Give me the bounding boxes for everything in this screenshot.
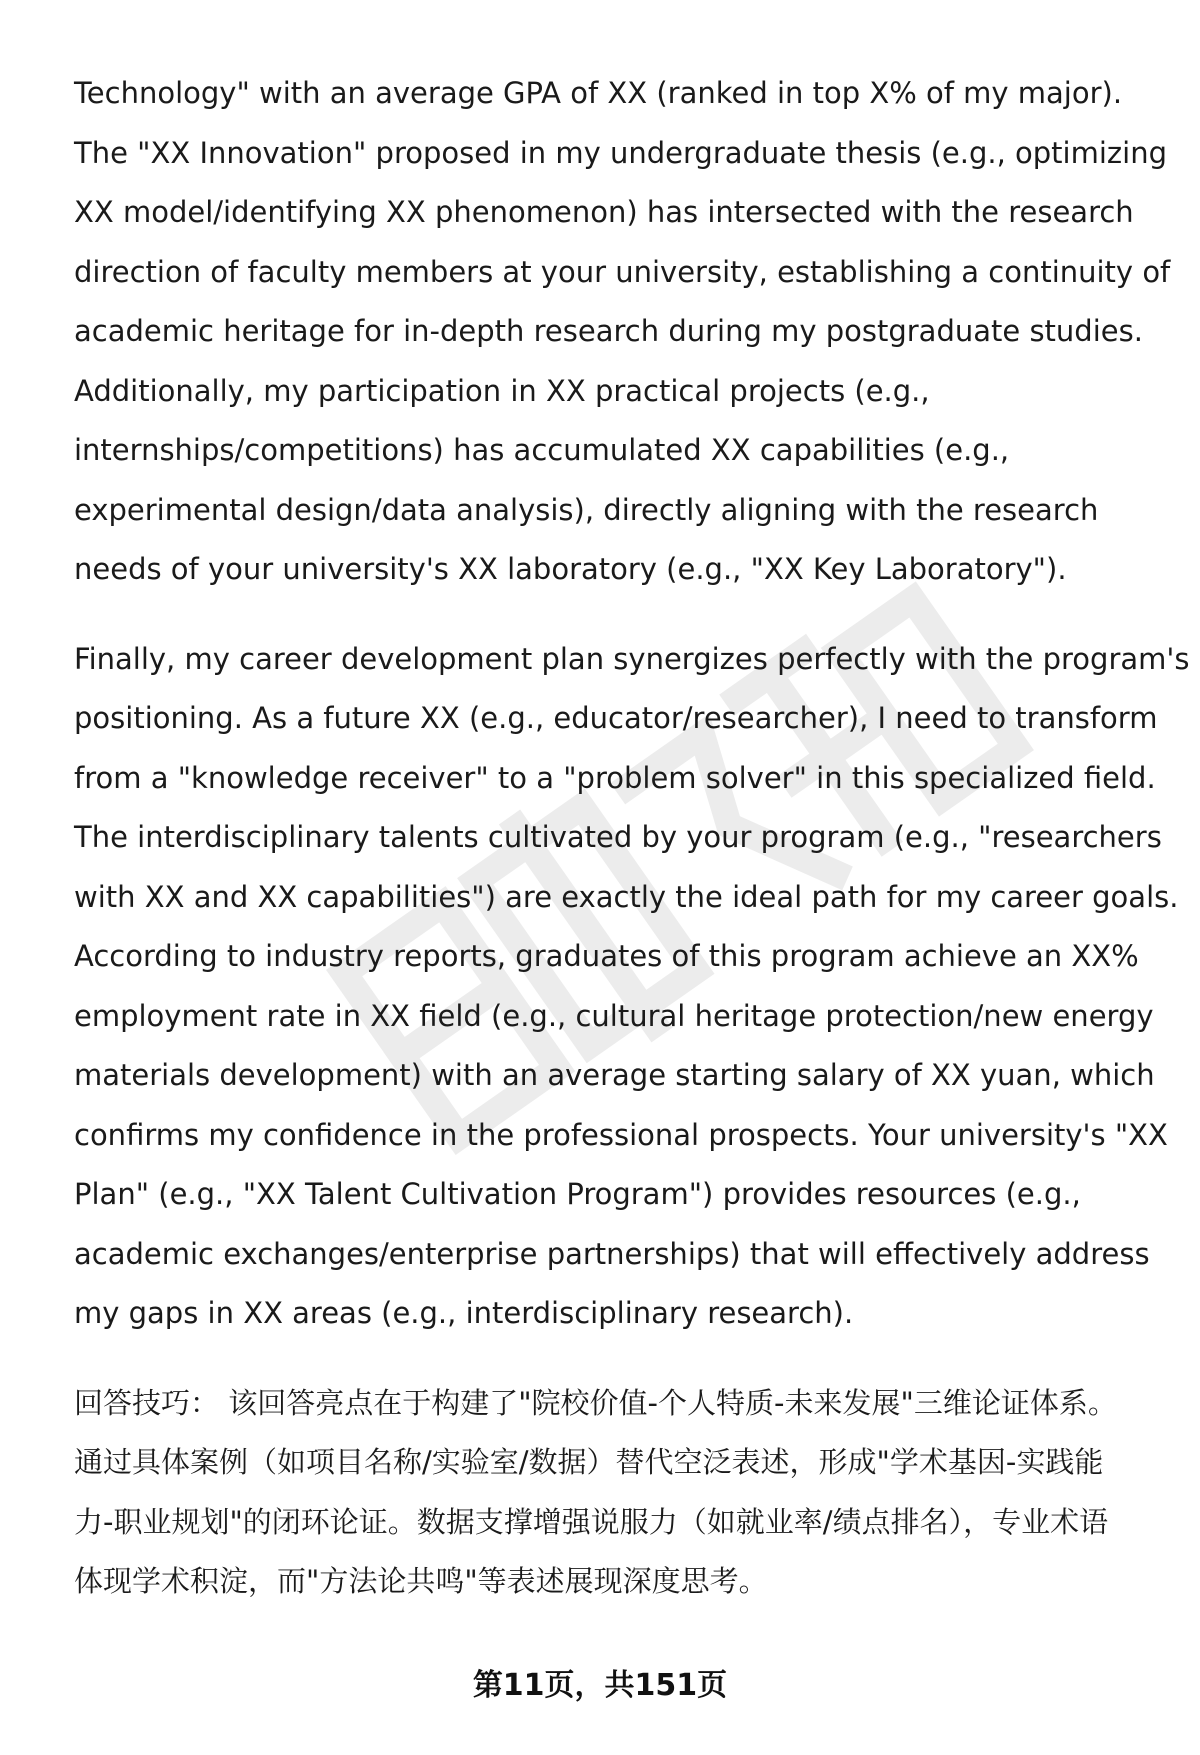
paragraph-spacer: [74, 1344, 1164, 1374]
text-line: needs of your university's XX laboratory (e.g., "XX Key Laboratory").: [74, 552, 1067, 586]
text-line: academic heritage for in-depth research during my postgraduate studies.: [74, 314, 1143, 348]
text-line: positioning. As a future XX (e.g., educator/researcher), I need to transform: [74, 701, 1158, 735]
text-line: internships/competitions) has accumulated XX capabilities (e.g.,: [74, 433, 1010, 467]
paragraph-spacer: [74, 600, 1164, 630]
text-line: my gaps in XX areas (e.g., interdisciplinary research).: [74, 1296, 854, 1330]
text-line: materials development) with an average starting salary of XX yuan, which: [74, 1058, 1155, 1092]
tip-line: 回答技巧： 该回答亮点在于构建了"院校价值-个人特质-未来发展"三维论证体系。: [74, 1385, 1117, 1420]
text-line: direction of faculty members at your university, establishing a continuity of: [74, 254, 1171, 289]
answer-tips: [74, 1374, 1164, 1612]
text-line: academic exchanges/enterprise partnerships) that will effectively address: [74, 1236, 1150, 1271]
text-line: experimental design/data analysis), directly aligning with the research: [74, 492, 1099, 527]
text-line: Finally, my career development plan synergizes perfectly with the program's: [74, 641, 1190, 676]
paragraph-academic-background: [74, 64, 1171, 600]
tip-line: 体现学术积淀，而"方法论共鸣"等表述展现深度思考。: [74, 1564, 768, 1598]
text-line: XX model/identifying XX phenomenon) has intersected with the research: [74, 195, 1134, 229]
text-line: confirms my confidence in the professional prospects. Your university's "XX: [74, 1117, 1168, 1152]
text-line: Plan" (e.g., "XX Talent Cultivation Program") provides resources (e.g.,: [74, 1177, 1081, 1211]
text-line: Technology" with an average GPA of XX (ranked in top X% of my major).: [74, 76, 1123, 110]
text-line: with XX and XX capabilities") are exactly the ideal path for my career goals.: [74, 879, 1179, 914]
tip-line: 通过具体案例（如项目名称/实验室/数据）替代空泛表述，形成"学术基因-实践能: [74, 1445, 1104, 1479]
paragraph-career-plan: [74, 630, 1190, 1344]
document-body: [74, 64, 1190, 1612]
text-line: The interdisciplinary talents cultivated by your program (e.g., "researchers: [74, 820, 1162, 854]
text-line: employment rate in XX field (e.g., cultural heritage protection/new energy: [74, 998, 1154, 1033]
page-number: 第11页，共151页: [472, 1668, 728, 1703]
text-line: from a "knowledge receiver" to a "problem solver" in this specialized field.: [74, 760, 1156, 795]
text-line: The "XX Innovation" proposed in my undergraduate thesis (e.g., optimizing: [74, 135, 1167, 170]
text-line: According to industry reports, graduates of this program achieve an XX%: [74, 939, 1139, 973]
text-line: Additionally, my participation in XX practical projects (e.g.,: [74, 373, 930, 408]
tip-line: 力-职业规划"的闭环论证。数据支撑增强说服力（如就业率/绩点排名），专业术语: [74, 1504, 1109, 1539]
